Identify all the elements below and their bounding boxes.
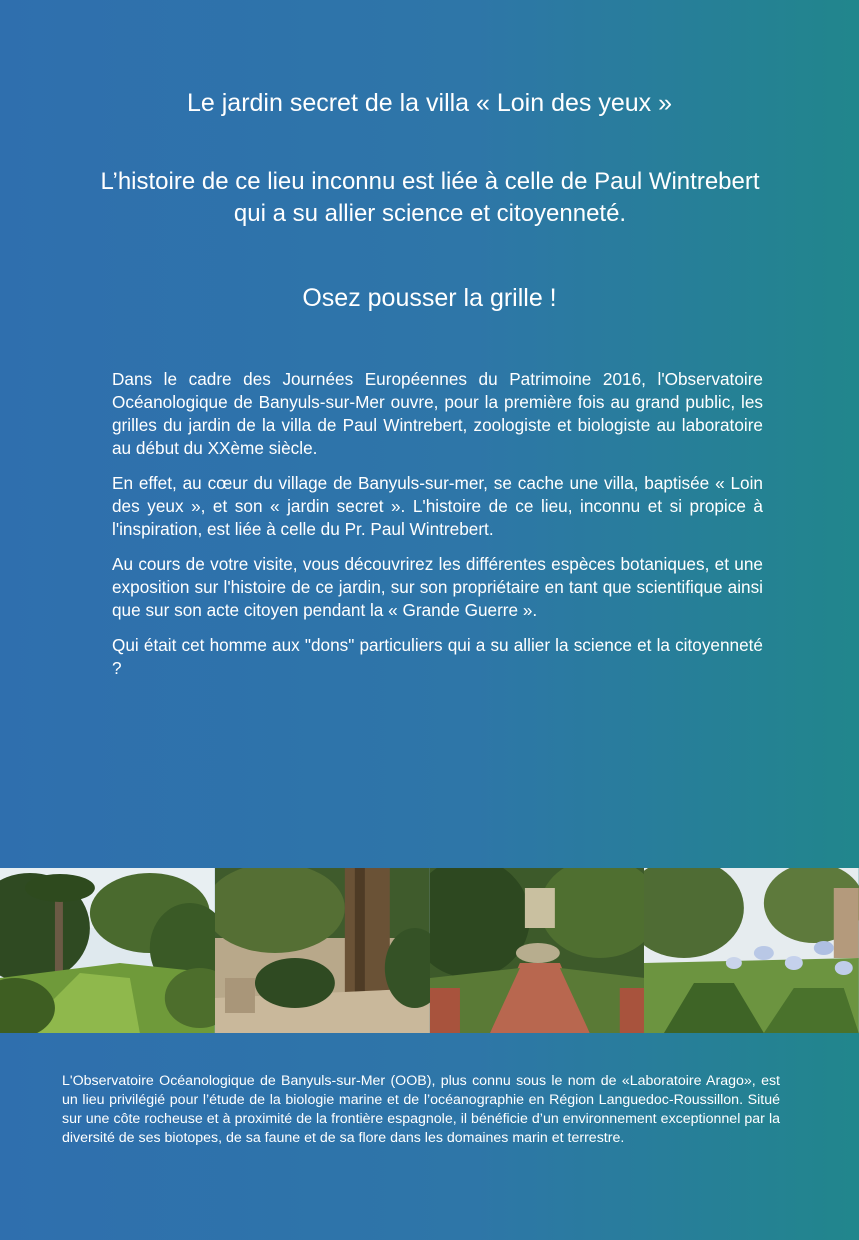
paragraph-1: Dans le cadre des Journées Européennes du Patrimoine 2016, l'Observatoire Océanologique de Banyuls-sur-Mer ouvre, pour la première fois au grand public, les grilles du jardin de la villa de Paul Wintrebert, zoologiste et biologiste au laboratoire au début du XXème siècle. — [112, 369, 763, 458]
garden-photo-gallery — [0, 868, 859, 1033]
paragraph-2: En effet, au cœur du village de Banyuls-sur-mer, se cache une villa, baptisée « Loin des yeux », et son « jardin secret ». L'histoire de ce lieu, inconnu et si propice à l'inspiration, est liée à celle du Pr. Paul Wintrebert. — [112, 473, 763, 539]
garden-photo-lawn — [0, 868, 215, 1033]
page-title: Le jardin secret de la villa « Loin des yeux » — [186, 89, 672, 117]
call-to-action-heading: Osez pousser la grille ! — [302, 284, 557, 312]
paragraph-3: Au cours de votre visite, vous découvrirez les différentes espèces botaniques, et une exposition sur l'histoire de ce jardin, sur son propriétaire en tant que scientifique ainsi que sur son acte citoyen pendant la « Grande Guerre ». — [112, 554, 763, 620]
page-subtitle: L’histoire de ce lieu inconnu est liée à celle de Paul Wintrebert qui a su allier science et citoyenneté. — [100, 168, 760, 227]
garden-photo-palm-path — [215, 868, 430, 1033]
footer-text: L'Observatoire Océanologique de Banyuls-sur-Mer (OOB), plus connu sous le nom de «Laboratoire Arago», est un lieu privilégié pour l’étude de la biologie marine et de l’océanographie en Région Languedoc-Roussillon. Situé sur une côte rocheuse et à proximité de la frontière espagnole, il bénéficie d’un environnement exceptionnel par la diversité de ses biotopes, de sa faune et de sa flore dans les domaines marin et terrestre. — [62, 1073, 780, 1146]
garden-photo-fountain — [430, 868, 645, 1033]
garden-photo-agapanthus — [644, 868, 859, 1033]
paragraph-4: Qui était cet homme aux "dons" particuliers qui a su allier la science et la citoyenneté ? — [112, 635, 763, 678]
description-text — [112, 368, 763, 692]
observatory-footer — [62, 1072, 780, 1148]
